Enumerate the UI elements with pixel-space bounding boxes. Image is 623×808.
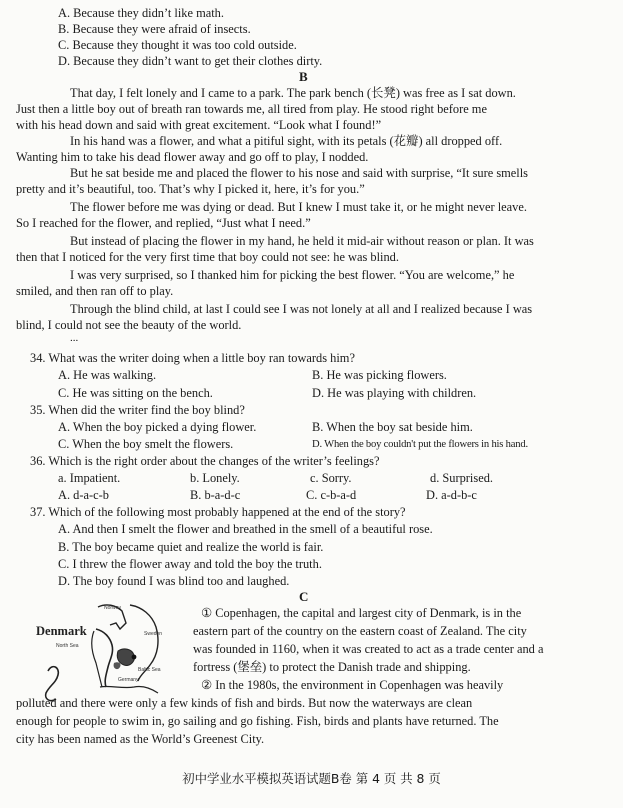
passage-b-line: Wanting him to take his dead flower away and go off to play, I nodded.: [16, 150, 369, 164]
passage-b-line: So I reached for the flower, and replied, “Just what I need.”: [16, 216, 311, 230]
question-36-stem: 36. Which is the right order about the changes of the writer’s feelings?: [30, 454, 380, 468]
passage-b-line: I was very surprised, so I thanked him for picking the best flower. “You are welcome,” he: [70, 268, 515, 282]
passage-b-ellipsis: ...: [70, 332, 79, 344]
section-b-heading: B: [299, 69, 308, 84]
prev-option-c: C. Because they thought it was too cold outside.: [58, 38, 297, 52]
map-label-norway: Norway: [104, 605, 121, 611]
map-label-denmark: Denmark: [36, 624, 87, 638]
question-34-stem: 34. What was the writer doing when a little boy ran towards him?: [30, 351, 355, 365]
map-jutland: [96, 629, 113, 687]
passage-b-line: But he sat beside me and placed the flower to his nose and said with surprise, “It sure smells: [70, 166, 528, 180]
passage-c-line: was founded in 1160, when it was created to act as a trade center and a: [193, 642, 544, 656]
passage-c-line: ② In the 1980s, the environment in Copenhagen was heavily: [201, 678, 504, 692]
passage-c-line: enough for people to swim in, go sailing and go fishing. Fish, birds and plants have returned. The: [16, 714, 499, 728]
question-37-option-b: B. The boy became quiet and realize the world is fair.: [58, 540, 324, 554]
question-35-option-b: B. When the boy sat beside him.: [312, 420, 473, 434]
question-36-option-d: D. a-d-b-c: [426, 488, 477, 502]
map-copenhagen-dot: [132, 655, 137, 660]
passage-b-line: Just then a little boy out of breath ran towards me, all tired from play. He stood right before me: [16, 102, 487, 116]
question-36-option-c: C. c-b-a-d: [306, 488, 357, 502]
passage-b-line: blind, I could not see the beauty of the world.: [16, 318, 242, 332]
question-37-stem: 37. Which of the following most probably happened at the end of the story?: [30, 505, 406, 519]
passage-b-line: In his hand was a flower, and what a pitiful sight, with its petals (花瓣) all dropped off.: [70, 134, 503, 148]
question-35-option-c: C. When the boy smelt the flowers.: [58, 437, 234, 451]
passage-b-line: pretty and it’s beautiful, too. That’s why I picked it, here, it’s for you.”: [16, 182, 365, 196]
map-germany-border: [100, 686, 158, 693]
passage-b-line: That day, I felt lonely and I came to a park. The park bench (长凳) was free as I sat down.: [70, 86, 516, 100]
map-label-baltic-sea: Baltic Sea: [138, 667, 161, 673]
page-footer: 初中学业水平模拟英语试题B卷 第 4 页 共 8 页: [182, 771, 441, 786]
passage-b-line: with his head down and said with great excitement. “Look what I found!”: [16, 118, 382, 132]
question-35-option-d: D. When the boy couldn't put the flowers in his hand.: [312, 439, 528, 450]
question-35-stem: 35. When did the writer find the boy blind?: [30, 403, 245, 417]
prev-option-a: A. Because they didn’t like math.: [58, 6, 224, 20]
passage-b-line: smiled, and then ran off to play.: [16, 284, 174, 298]
question-34-option-d: D. He was playing with children.: [312, 386, 477, 400]
question-37-option-d: D. The boy found I was blind too and laughed.: [58, 574, 290, 588]
prev-option-b: B. Because they were afraid of insects.: [58, 22, 251, 36]
denmark-map: [34, 601, 190, 705]
question-34-option-b: B. He was picking flowers.: [312, 368, 447, 382]
map-funen: [114, 662, 121, 669]
map-label-germany: Germany: [118, 677, 139, 683]
passage-c-line: polluted and there were only a few kinds of fish and birds. But now the waterways are clean: [16, 696, 473, 710]
question-37-option-a: A. And then I smelt the flower and breathed in the smell of a beautiful rose.: [58, 522, 433, 536]
feeling-a: a. Impatient.: [58, 471, 121, 485]
passage-c-line: ① Copenhagen, the capital and largest city of Denmark, is in the: [201, 606, 522, 620]
feeling-d: d. Surprised.: [430, 471, 493, 485]
question-37-option-c: C. I threw the flower away and told the boy the truth.: [58, 557, 322, 571]
question-34-option-c: C. He was sitting on the bench.: [58, 386, 213, 400]
map-label-sweden: Sweden: [144, 631, 163, 637]
passage-c-line: fortress (堡垒) to protect the Danish trade and shipping.: [193, 660, 471, 674]
passage-b-line: But instead of placing the flower in my hand, he held it mid-air without reason or plan. It was: [70, 234, 534, 248]
question-34-option-a: A. He was walking.: [58, 368, 157, 382]
passage-b-line: Through the blind child, at last I could see I was not lonely at all and I realized because I was: [70, 302, 533, 316]
section-c-heading: C: [299, 589, 309, 604]
feeling-b: b. Lonely.: [190, 471, 240, 485]
passage-c-line: eastern part of the country on the eastern coast of Zealand. The city: [193, 624, 527, 638]
passage-c-line: city has been named as the World’s Greenest City.: [16, 732, 265, 746]
question-35-option-a: A. When the boy picked a dying flower.: [58, 420, 257, 434]
map-label-north-sea: North Sea: [56, 643, 79, 649]
map-jutland-west: [92, 631, 102, 687]
passage-b-line: The flower before me was dying or dead. But I knew I must take it, or he might never leave.: [70, 200, 527, 214]
question-36-option-a: A. d-a-c-b: [58, 488, 109, 502]
passage-b-line: then that I noticed for the very first time that boy could not see: he was blind.: [16, 250, 399, 264]
prev-option-d: D. Because they didn’t want to get their clothes dirty.: [58, 54, 323, 68]
question-36-option-b: B. b-a-d-c: [190, 488, 241, 502]
feeling-c: c. Sorry.: [310, 471, 352, 485]
